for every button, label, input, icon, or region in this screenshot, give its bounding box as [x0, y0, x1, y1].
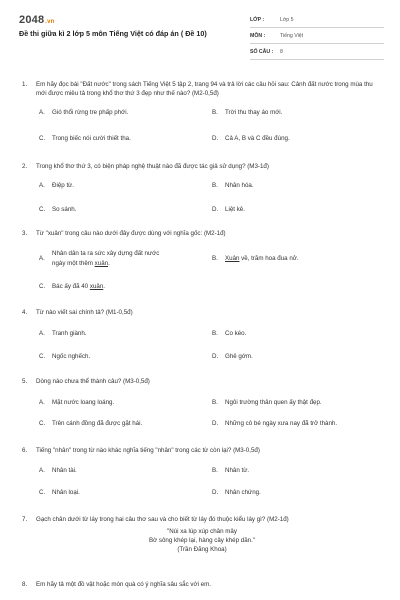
question-6	[22, 446, 382, 496]
question-8	[22, 580, 382, 592]
option-letter: C.	[39, 353, 46, 360]
question-number: 7.	[22, 516, 28, 523]
option-letter: A.	[39, 182, 45, 189]
option-text: Liệt kê.	[225, 206, 245, 213]
underlined-word: xuân	[89, 283, 104, 290]
question-text: Dòng nào chưa thể thành câu? (M3-0,5đ)	[36, 378, 150, 385]
option-text: Trời thu thay áo mới.	[225, 109, 283, 116]
poem-line: Bờ sông khép lại, hàng cây khép dần."	[148, 537, 255, 544]
option-text: So sánh.	[52, 206, 77, 213]
option-text: Điệp từ.	[52, 182, 75, 189]
option-letter: D.	[212, 135, 219, 142]
option-text-line1: Nhân dân ta ra sức xây dựng đất nước	[52, 250, 160, 257]
option-letter: B.	[212, 255, 218, 262]
option-text: Mặt nước loang loáng.	[52, 399, 115, 406]
option-text: về, trăm hoa đua nở.	[239, 255, 299, 262]
question-7	[22, 515, 382, 565]
option-letter: A.	[39, 330, 45, 337]
option-letter: A.	[39, 109, 45, 116]
question-2	[22, 162, 382, 212]
option-letter: D.	[212, 489, 219, 496]
option-text: Cả A, B và C đều đúng.	[225, 135, 290, 142]
question-number: 1.	[22, 81, 28, 88]
option-letter: B.	[212, 182, 218, 189]
info-row-subject	[250, 28, 384, 44]
question-text: Gạch chân dưới từ láy trong hai câu thơ sau và cho biết từ láy đó thuộc kiểu láy gì? (M2-1đ)	[36, 516, 289, 523]
info-label: SỐ CÂU :	[250, 48, 274, 55]
info-label: LỚP :	[250, 16, 265, 23]
option-text: Ghê gớm.	[225, 353, 253, 360]
option-text: .	[103, 283, 105, 290]
question-text: Từ "xuân" trong câu nào dưới đây được dùng với nghĩa gốc: (M2-1đ)	[36, 230, 226, 237]
option-letter: A.	[39, 467, 45, 474]
logo-text: 2048	[19, 14, 45, 26]
question-number: 6.	[22, 447, 28, 454]
option-letter: B.	[212, 330, 218, 337]
option-letter: C.	[39, 420, 46, 427]
question-text: Em hãy đọc bài "Đất nước" trong sách Tiếng Việt 5 tập 2, trang 94 và trả lời các câu hỏi sau: Cảnh đất nước trong mùa thu mới được miêu tả trong khổ thơ thứ 3 đẹp như thế nào? (M2-0,5đ)	[36, 81, 373, 97]
option-text: Trên cánh đồng đã được gặt hái.	[52, 420, 143, 427]
info-row-class	[250, 12, 384, 28]
option-text: Gió thổi rừng tre phấp phới.	[52, 109, 129, 116]
question-1	[22, 80, 382, 142]
option-text: Nhân từ.	[225, 467, 250, 474]
option-letter: B.	[212, 109, 218, 116]
poem-author: (Trần Đăng Khoa)	[177, 546, 227, 553]
option-text: .	[108, 260, 110, 267]
option-text: Trong biếc nói cười thiết tha.	[52, 135, 131, 142]
option-text: Nhân chứng.	[225, 489, 261, 496]
info-value: Lớp 5	[280, 16, 294, 23]
option-letter: C.	[39, 283, 46, 290]
info-value: 8	[280, 48, 283, 55]
option-letter: D.	[212, 206, 219, 213]
question-number: 5.	[22, 378, 28, 385]
question-number: 8.	[22, 581, 28, 588]
site-logo[interactable]	[19, 14, 55, 26]
option-text: Co kéo.	[225, 330, 247, 337]
option-letter: A.	[39, 399, 45, 406]
option-letter: B.	[212, 399, 218, 406]
question-text: Em hãy tả một đồ vật hoặc món quà có ý nghĩa sâu sắc với em.	[36, 581, 211, 588]
question-text: Từ nào viết sai chính tả? (M1-0,5đ)	[36, 309, 133, 316]
info-row-count	[250, 44, 384, 60]
question-number: 4.	[22, 309, 28, 316]
option-text: Ngôi trường thân quen ấy thật đẹp.	[225, 399, 322, 406]
question-4	[22, 308, 382, 358]
option-letter: B.	[212, 467, 218, 474]
question-5	[22, 377, 382, 427]
logo-suffix: .vn	[45, 19, 55, 25]
option-text: Nhân hóa.	[225, 182, 254, 189]
info-value: Tiếng Việt	[280, 32, 304, 39]
option-letter: D.	[212, 353, 219, 360]
question-3	[22, 229, 382, 301]
option-text: Nhân tài.	[52, 467, 77, 474]
option-letter: C.	[39, 206, 46, 213]
poem-line: "Núi xa lúp xúp chân mây	[167, 528, 237, 535]
option-text: ngày một thêm	[52, 260, 95, 267]
page-header	[0, 0, 400, 66]
question-text: Tiếng "nhân" trong từ nào khác nghĩa tiếng "nhân" trong các từ còn lại? (M3-0,5đ)	[36, 447, 260, 454]
option-letter: A.	[39, 255, 45, 262]
question-number: 2.	[22, 163, 28, 170]
exam-info-box	[250, 12, 384, 60]
question-number: 3.	[22, 230, 28, 237]
option-a[interactable]	[39, 249, 209, 269]
option-text: Nhân loại.	[52, 489, 80, 496]
question-text: Trong khổ thơ thứ 3, có biện pháp nghệ thuật nào đã được tác giả sử dụng? (M3-1đ)	[36, 163, 269, 170]
underlined-word: xuân	[94, 260, 109, 267]
page-title: Đề thi giữa kì 2 lớp 5 môn Tiếng Việt có đáp án ( Đề 10)	[19, 29, 207, 38]
option-letter: C.	[39, 489, 46, 496]
option-text: Bác ấy đã 40	[52, 283, 90, 290]
option-text: Ngốc nghếch.	[52, 353, 91, 360]
info-label: MÔN :	[250, 32, 266, 39]
option-letter: D.	[212, 420, 219, 427]
option-text: Tranh giành.	[52, 330, 87, 337]
option-letter: C.	[39, 135, 46, 142]
option-text: Những cô bé ngày xưa nay đã trở thành.	[225, 420, 338, 427]
underlined-word: Xuân	[225, 255, 240, 262]
